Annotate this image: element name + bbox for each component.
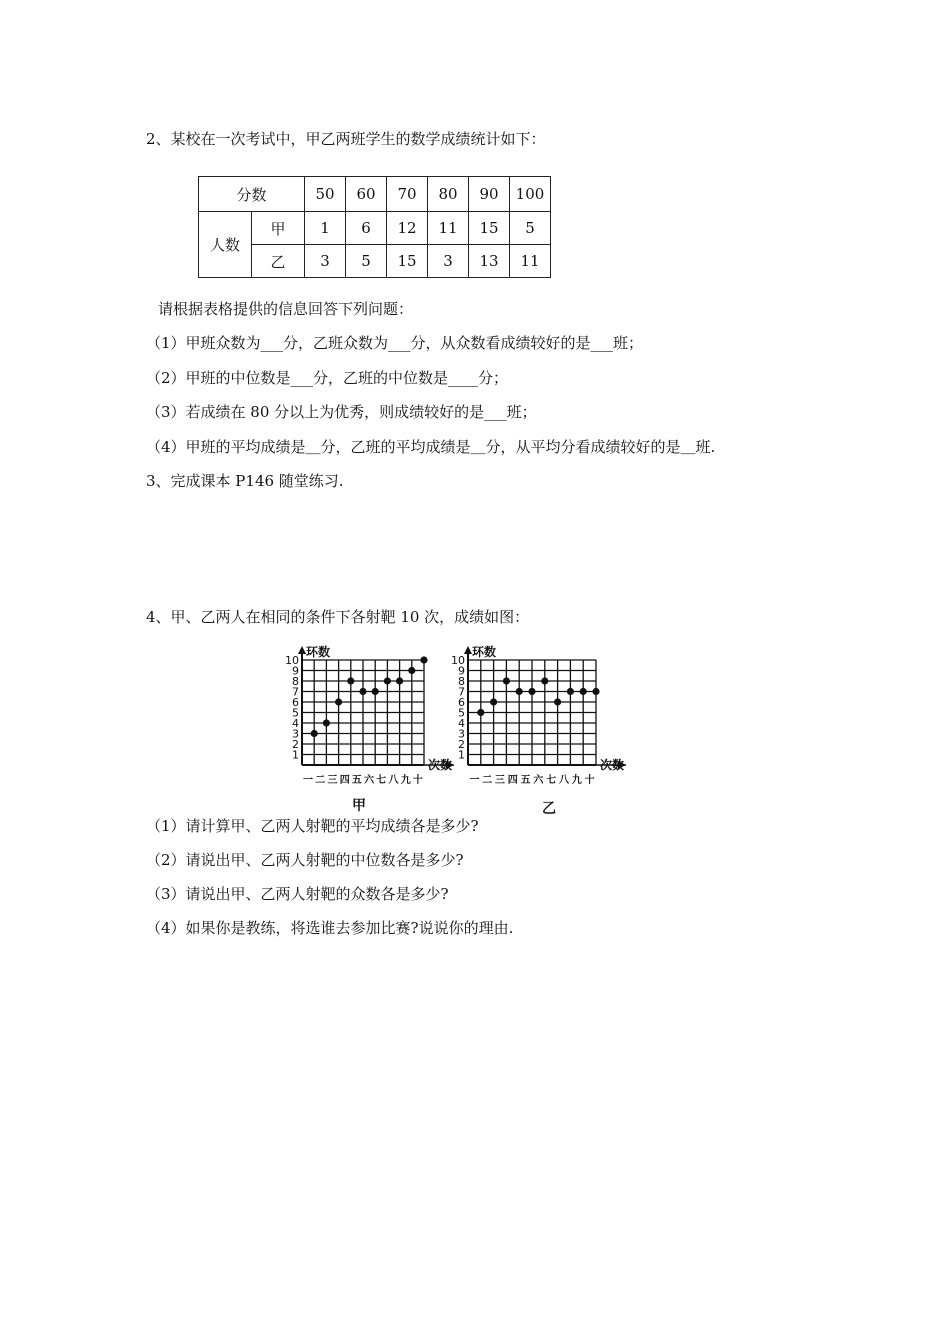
y-axis-arrow — [298, 646, 306, 654]
y-tick-label: 1 — [292, 748, 299, 762]
y-axis-label: 环数 — [306, 645, 331, 659]
y-tick-label: 3 — [458, 727, 465, 741]
chart-jia-caption: 甲 — [352, 798, 366, 814]
x-tick-label: 四 — [339, 775, 350, 786]
q4-question-4: （4）如果你是教练，将选谁去参加比赛?说说你的理由. — [146, 919, 514, 937]
count-cell: 1 — [305, 212, 346, 245]
x-tick-label: 八 — [559, 775, 569, 786]
data-point — [372, 688, 379, 695]
q4-question-1: （1）请计算甲、乙两人射靶的平均成绩各是多少? — [146, 817, 479, 835]
y-tick-label: 10 — [285, 654, 299, 667]
q2-question-2: （2）甲班的中位数是___分，乙班的中位数是____分； — [146, 369, 509, 387]
table-row — [199, 212, 551, 245]
x-tick-label: 六 — [533, 775, 544, 786]
y-tick-label: 9 — [458, 664, 465, 678]
count-cell: 3 — [428, 245, 469, 278]
count-cell: 5 — [346, 245, 387, 278]
chart-yi-svg — [446, 640, 646, 790]
x-tick-label: 五 — [520, 775, 531, 786]
q4-title: 4、甲、乙两人在相同的条件下各射靶 10 次，成绩如图： — [146, 608, 530, 626]
data-point — [580, 688, 587, 695]
count-cell: 13 — [469, 245, 510, 278]
data-point — [359, 688, 366, 695]
score-cell: 80 — [428, 177, 469, 212]
x-tick-label: 四 — [507, 775, 518, 786]
score-header: 分数 — [199, 177, 305, 212]
count-cell: 15 — [469, 212, 510, 245]
x-tick-label: 六 — [364, 775, 375, 786]
count-header: 人数 — [199, 212, 252, 278]
q2-question-4: （4）甲班的平均成绩是＿分，乙班的平均成绩是＿分，从平均分看成绩较好的是＿班. — [146, 438, 716, 456]
y-tick-label: 5 — [458, 706, 465, 720]
y-axis-arrow — [464, 646, 472, 654]
chart-jia — [276, 640, 466, 794]
x-tick-label: 七 — [376, 775, 387, 786]
x-axis-label: 次数 — [600, 758, 625, 772]
x-tick-label: 十 — [412, 775, 423, 786]
count-cell: 11 — [510, 245, 551, 278]
table-row — [199, 177, 551, 212]
data-point — [516, 688, 523, 695]
data-point — [477, 709, 484, 716]
y-tick-label: 2 — [292, 738, 299, 751]
y-tick-label: 6 — [458, 696, 465, 709]
x-tick-label: 八 — [388, 775, 399, 786]
count-cell: 5 — [510, 212, 551, 245]
chart-yi — [446, 640, 646, 794]
data-point — [490, 698, 497, 705]
chart-yi-caption: 乙 — [542, 801, 556, 817]
count-cell: 15 — [387, 245, 428, 278]
count-cell: 3 — [305, 245, 346, 278]
q4-question-3: （3）请说出甲、乙两人射靶的众数各是多少? — [146, 885, 449, 903]
y-tick-label: 8 — [292, 675, 299, 688]
y-tick-label: 8 — [458, 675, 465, 688]
y-tick-label: 2 — [458, 738, 465, 751]
data-point — [396, 677, 403, 684]
score-cell: 100 — [510, 177, 551, 212]
data-point — [420, 656, 427, 663]
x-tick-label: 三 — [327, 775, 338, 786]
y-tick-label: 7 — [292, 685, 299, 699]
data-point — [541, 677, 548, 684]
q2-title: 2、某校在一次考试中，甲乙两班学生的数学成绩统计如下： — [146, 130, 546, 148]
score-table — [198, 176, 551, 278]
data-point — [408, 667, 415, 674]
score-cell: 90 — [469, 177, 510, 212]
score-cell: 50 — [305, 177, 346, 212]
class-name-cell: 甲 — [252, 212, 305, 245]
y-tick-label: 4 — [458, 717, 465, 730]
data-point — [384, 677, 391, 684]
y-tick-label: 5 — [292, 706, 299, 720]
x-tick-label: 二 — [482, 775, 493, 786]
y-axis-label: 环数 — [472, 645, 497, 659]
score-cell: 70 — [387, 177, 428, 212]
q2-question-3: （3）若成绩在 80 分以上为优秀，则成绩较好的是___班； — [146, 403, 537, 421]
class-name-cell: 乙 — [252, 245, 305, 278]
x-tick-label: 一 — [303, 775, 314, 786]
y-tick-label: 6 — [292, 696, 299, 709]
chart-jia-svg — [276, 640, 466, 790]
x-tick-label: 五 — [351, 775, 362, 786]
table-row — [199, 245, 551, 278]
y-tick-label: 10 — [451, 654, 465, 667]
count-cell: 11 — [428, 212, 469, 245]
count-cell: 6 — [346, 212, 387, 245]
count-cell: 12 — [387, 212, 428, 245]
x-tick-label: 七 — [546, 775, 557, 786]
data-point — [554, 698, 561, 705]
x-axis-label: 次数 — [428, 758, 453, 772]
q2-question-1: （1）甲班众数为___分，乙班众数为___分，从众数看成绩较好的是___班； — [146, 334, 644, 352]
y-tick-label: 9 — [292, 664, 299, 678]
x-tick-label: 九 — [571, 775, 582, 786]
x-tick-label: 九 — [400, 775, 411, 786]
score-cell: 60 — [346, 177, 387, 212]
y-tick-label: 1 — [458, 748, 465, 762]
x-tick-label: 二 — [315, 775, 326, 786]
x-tick-label: 三 — [495, 775, 505, 786]
y-tick-label: 3 — [292, 727, 299, 741]
data-point — [311, 730, 318, 737]
q3-title: 3、完成课本 P146 随堂练习. — [146, 472, 344, 490]
y-tick-label: 7 — [458, 685, 465, 699]
x-tick-label: 一 — [469, 775, 480, 786]
data-point — [335, 698, 342, 705]
data-point — [567, 688, 574, 695]
data-point — [528, 688, 535, 695]
x-tick-label: 十 — [584, 775, 595, 786]
data-point — [592, 688, 599, 695]
data-point — [323, 719, 330, 726]
data-point — [503, 677, 510, 684]
q2-intro: 请根据表格提供的信息回答下列问题： — [158, 300, 414, 318]
q4-question-2: （2）请说出甲、乙两人射靶的中位数各是多少? — [146, 851, 464, 869]
data-point — [347, 677, 354, 684]
y-tick-label: 4 — [292, 717, 299, 730]
